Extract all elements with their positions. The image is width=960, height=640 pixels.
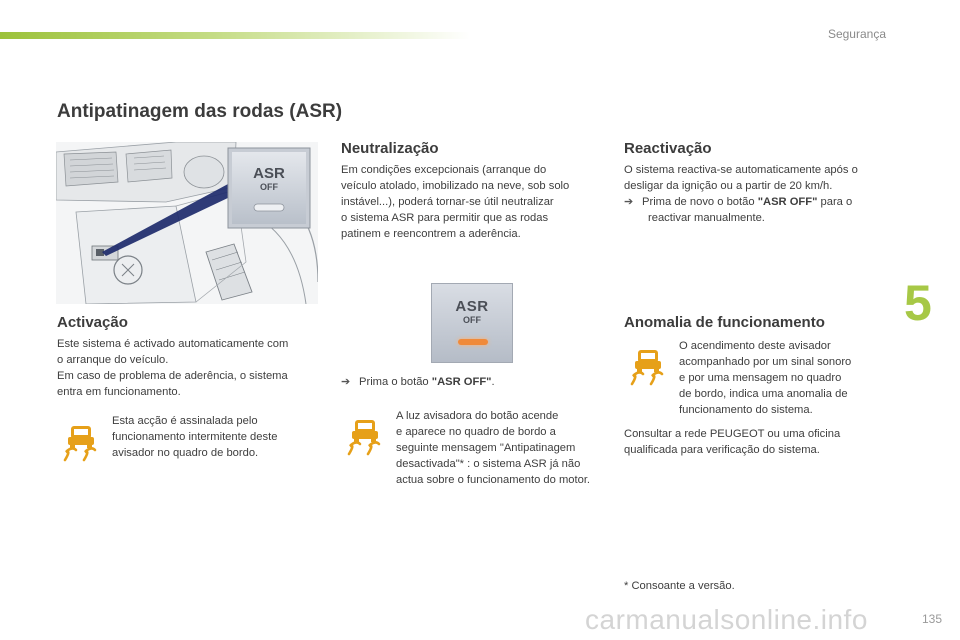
skid-warning-icon	[629, 346, 669, 386]
bullet-marker: ➔	[341, 376, 351, 388]
reactivacao-text-2: desligar da ignição ou a partir de 20 km/h.	[624, 180, 833, 192]
reactivacao-bullet-text: Prima de novo o botão	[642, 196, 758, 208]
reactivacao-bullet-line-2: reactivar manualmente.	[648, 212, 765, 224]
neutralizacao-bullet	[341, 374, 495, 390]
activacao-heading: Activação	[57, 314, 128, 331]
page-number: 135	[921, 612, 942, 626]
neutralizacao-text-1: Em condições excepcionais (arranque do	[341, 164, 547, 176]
asr-button-label: ASR	[455, 298, 489, 315]
illustration-asr-label: ASR	[253, 165, 285, 182]
anomalia-text-1: Consultar a rede PEUGEOT ou uma oficina	[624, 428, 841, 440]
reactivacao-bullet-bold: "ASR OFF"	[757, 196, 818, 208]
anomalia-warning-1: O acendimento deste avisador	[679, 340, 831, 352]
neutralizacao-heading: Neutralização	[341, 140, 439, 157]
anomalia-warning-5: funcionamento do sistema.	[679, 404, 813, 416]
asr-led-indicator	[458, 339, 488, 345]
skid-warning-icon	[346, 416, 386, 456]
footnote: * Consoante a versão.	[624, 580, 735, 592]
neutralizacao-warning-2: e aparece no quadro de bordo a	[396, 426, 556, 438]
watermark: carmanualsonline.info	[585, 604, 868, 635]
neutralizacao-bullet-bold: "ASR OFF"	[431, 376, 492, 388]
reactivacao-heading: Reactivação	[624, 140, 712, 157]
neutralizacao-text-4: o sistema ASR para permitir que as rodas	[341, 212, 549, 224]
neutralizacao-warning-1: A luz avisadora do botão acende	[396, 410, 559, 422]
header-accent-bar	[0, 32, 470, 39]
activacao-warning-1: Esta acção é assinalada pelo	[112, 415, 258, 427]
neutralizacao-text-2: veículo atolado, imobilizado na neve, sob solo	[341, 180, 570, 192]
neutralizacao-warning-3: seguinte mensagem "Antipatinagem	[396, 442, 576, 454]
activacao-warning-2: funcionamento intermitente deste	[112, 431, 278, 443]
bullet-marker: ➔	[624, 196, 634, 208]
chapter-number: 5	[904, 275, 932, 331]
activacao-text-3: Em caso de problema de aderência, o sistema	[57, 370, 288, 382]
activacao-text-4: entra em funcionamento.	[57, 386, 181, 398]
anomalia-warning-4: de bordo, indica uma anomalia de	[679, 388, 848, 400]
off-button-label: OFF	[463, 315, 481, 325]
anomalia-warning-3: e por uma mensagem no quadro	[679, 372, 842, 384]
skid-warning-icon	[62, 422, 102, 462]
reactivacao-text-1: O sistema reactiva-se automaticamente após o	[624, 164, 858, 176]
neutralizacao-text-5: patinem e reencontrem a aderência.	[341, 228, 521, 240]
neutralizacao-bullet-end: .	[491, 376, 495, 388]
dashboard-illustration	[56, 142, 318, 304]
activacao-text-2: o arranque do veículo.	[57, 354, 169, 366]
neutralizacao-text-3: instável...), poderá tornar-se útil neutralizar	[341, 196, 554, 208]
anomalia-heading: Anomalia de funcionamento	[624, 314, 825, 331]
activacao-warning-3: avisador no quadro de bordo.	[112, 447, 259, 459]
page-title: Antipatinagem das rodas (ASR)	[57, 101, 343, 122]
anomalia-text-2: qualificada para verificação do sistema.	[624, 444, 820, 456]
section-name: Segurança	[827, 27, 886, 41]
neutralizacao-bullet-text: Prima o botão	[359, 376, 432, 388]
neutralizacao-warning-4: desactivada"* : o sistema ASR já não	[396, 458, 581, 470]
neutralizacao-warning-5: actua sobre o funcionamento do motor.	[396, 474, 591, 486]
asr-off-button-image	[431, 283, 513, 363]
activacao-text-1: Este sistema é activado automaticamente com	[57, 338, 289, 350]
reactivacao-bullet	[624, 194, 852, 210]
anomalia-warning-2: acompanhado por um sinal sonoro	[679, 356, 852, 368]
reactivacao-bullet-end: para o	[817, 196, 853, 208]
illustration-off-label: OFF	[260, 182, 278, 192]
